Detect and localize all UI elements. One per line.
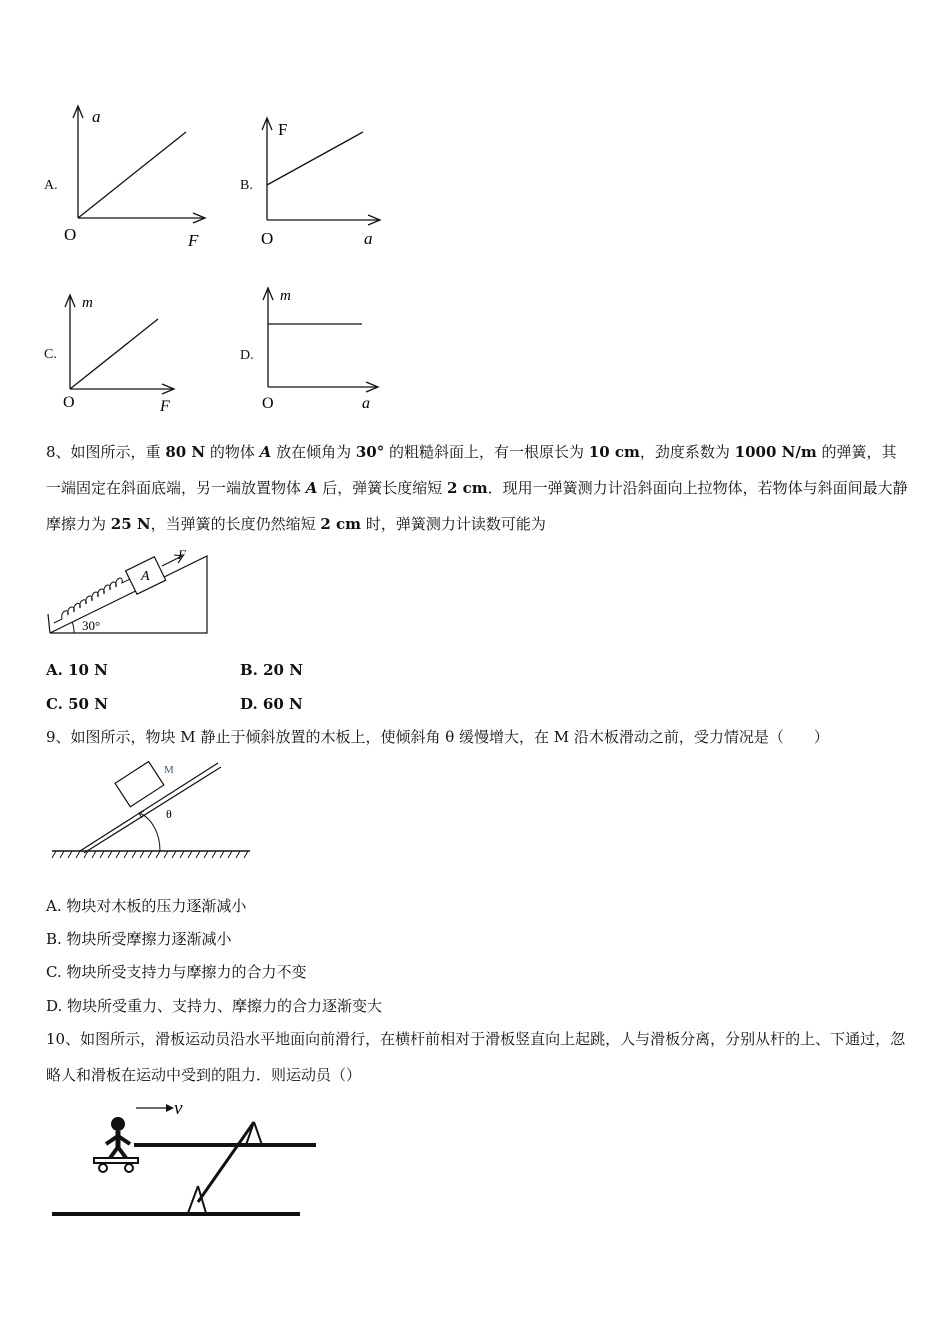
option-label: B.	[240, 178, 253, 193]
x-axis-label: F	[188, 231, 199, 250]
block-label: A	[141, 569, 150, 584]
q8-option-b[interactable]: B. 20 N	[240, 661, 303, 679]
x-axis-label: F	[160, 398, 170, 415]
option-label: C.	[44, 347, 57, 362]
q9-option-c[interactable]: C. 物块所受支持力与摩擦力的合力不变	[46, 963, 307, 981]
q8-option-a[interactable]: A. 10 N	[46, 661, 108, 679]
x-axis-label: a	[364, 229, 373, 248]
graph-a-axes	[40, 100, 220, 250]
graph-c-axes	[40, 285, 190, 415]
x-axis-label: a	[362, 395, 370, 412]
y-axis-label: a	[92, 107, 101, 126]
velocity-label: v	[174, 1098, 183, 1119]
option-label: A.	[44, 178, 58, 193]
y-axis-label: m	[82, 295, 93, 311]
origin-label: O	[262, 395, 274, 412]
angle-label: θ	[166, 807, 172, 821]
option-label: D.	[240, 348, 254, 363]
question-8-stem: 8、如图所示，重 80 N 的物体 A 放在倾角为 30° 的粗糙斜面上，有一根原长为 10 cm，劲度系数为 1000 N/m 的弹簧，其一端固定在斜面底端，另一端放置物体 A 后，弹簧长度缩短 2 cm．现用一弹簧测力计沿斜面向上拉物体，若物体与斜面间最大静摩擦力为 25 N，当弹簧的长度仍然缩短 2 cm 时，弹簧测力计读数可能为	[46, 443, 908, 533]
graph-option-c	[40, 285, 190, 415]
force-label: F	[178, 548, 186, 562]
graph-option-a	[40, 100, 220, 250]
q8-option-d[interactable]: D. 60 N	[240, 695, 303, 713]
tilted-board-figure	[48, 755, 258, 863]
angle-label: 30°	[82, 618, 101, 633]
graph-option-d	[236, 282, 396, 417]
incline-spring-figure	[44, 548, 224, 640]
graph-option-b	[236, 110, 396, 255]
y-axis-label: m	[280, 288, 291, 304]
skateboard-bar-figure	[48, 1092, 328, 1222]
graph-b-axes	[236, 110, 396, 255]
q9-option-d[interactable]: D. 物块所受重力、支持力、摩擦力的合力逐渐变大	[46, 997, 383, 1015]
origin-label: O	[261, 229, 274, 248]
origin-label: O	[64, 225, 77, 244]
q8-option-c[interactable]: C. 50 N	[46, 695, 108, 713]
y-axis-label: F	[278, 120, 288, 139]
block-label: M	[164, 764, 174, 776]
origin-label: O	[63, 394, 75, 411]
q9-option-a[interactable]: A. 物块对木板的压力逐渐减小	[46, 897, 247, 915]
q9-option-b[interactable]: B. 物块所受摩擦力逐渐减小	[46, 930, 232, 948]
question-10-stem: 10、如图所示，滑板运动员沿水平地面向前滑行，在横杆前相对于滑板竖直向上起跳，人与滑板分离，分别从杆的上、下通过，忽略人和滑板在运动中受到的阻力．则运动员（）	[46, 1030, 906, 1084]
question-9-stem: 9、如图所示，物块 M 静止于倾斜放置的木板上，使倾斜角 θ 缓慢增大，在 M 沿木板滑动之前，受力情况是（ ）	[46, 728, 829, 746]
graph-d-axes	[236, 282, 396, 417]
